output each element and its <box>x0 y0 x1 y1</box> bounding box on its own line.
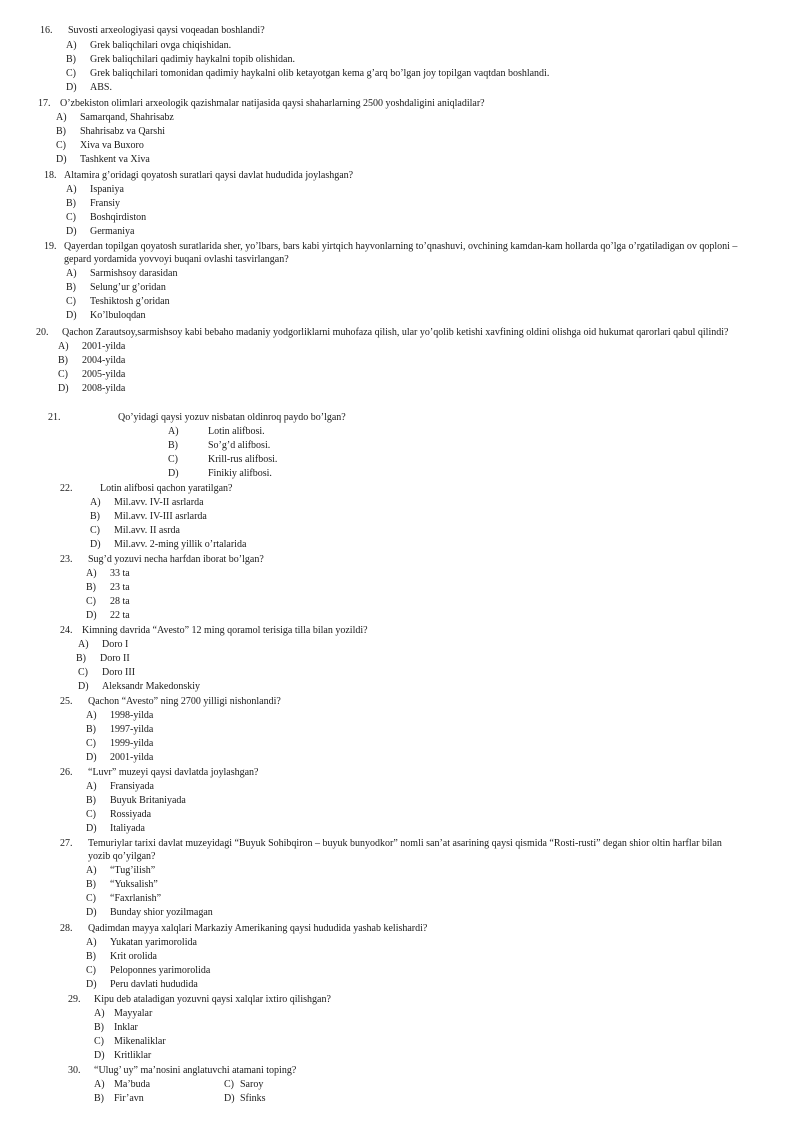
question-number: 25. <box>60 696 73 707</box>
option-text: Fransiy <box>90 198 120 209</box>
option-text: Teshiktosh g’oridan <box>90 296 170 307</box>
question-22 <box>60 482 760 552</box>
option-letter: C) <box>86 965 96 976</box>
option-text: Sfinks <box>240 1093 266 1104</box>
option-letter: D) <box>58 383 69 394</box>
option-text: 1997-yilda <box>110 724 154 735</box>
option-text: 2005-yilda <box>82 369 126 380</box>
option-letter: A) <box>66 40 77 51</box>
question-number: 28. <box>60 923 73 934</box>
option-letter: A) <box>86 865 97 876</box>
question-text: Qo’yidagi qaysi yozuv nisbatan oldinroq paydo bo’lgan? <box>118 412 346 423</box>
option-letter: C) <box>86 893 96 904</box>
question-number: 29. <box>68 994 81 1005</box>
option-letter: B) <box>168 440 178 451</box>
question-number: 17. <box>38 98 51 109</box>
question-text: Qachon Zarautsoy,sarmishsoy kabi bebaho madaniy yodgorliklarni muhofaza qilish, ular yo’qolib ketishi xavfining oldini olishga oid hukumat qarorlari qabul qilindi? <box>62 327 729 338</box>
option-text: Finikiy alifbosi. <box>208 468 272 479</box>
question-27 <box>60 837 728 920</box>
option-letter: C) <box>66 68 76 79</box>
option-text: 22 ta <box>110 610 130 621</box>
question-number: 22. <box>60 483 73 494</box>
question-29 <box>68 993 768 1063</box>
option-text: Fransiyada <box>110 781 154 792</box>
option-text: Boshqirdiston <box>90 212 147 223</box>
option-text: Xiva va Buxoro <box>80 140 144 151</box>
option-text: 2008-yilda <box>82 383 126 394</box>
option-letter: A) <box>86 781 97 792</box>
option-text: 1998-yilda <box>110 710 154 721</box>
option-text: Mil.avv. 2-ming yillik o’rtalarida <box>114 539 247 550</box>
option-letter: D) <box>78 681 89 692</box>
question-19 <box>44 240 740 323</box>
option-text: Shahrisabz va Qarshi <box>80 126 165 137</box>
option-letter: A) <box>58 341 69 352</box>
option-letter: B) <box>86 795 96 806</box>
question-text: Suvosti arxeologiyasi qaysi voqeadan boshlandi? <box>68 25 265 36</box>
option-text: Italiyada <box>110 823 145 834</box>
option-letter: A) <box>86 710 97 721</box>
question-text: Temuriylar tarixi davlat muzeyidagi “Buyuk Sohibqiron – buyuk bunyodkor” nomli san’at asarining qaysi qismida “Rosti-rusti” degan shior oltin harflar bilan yozib qo’yilgan? <box>88 838 722 862</box>
question-26 <box>60 766 760 836</box>
option-letter: D) <box>86 907 97 918</box>
option-letter: B) <box>66 54 76 65</box>
option-letter: B) <box>58 355 68 366</box>
option-text: Doro II <box>100 653 130 664</box>
option-letter: D) <box>90 539 101 550</box>
option-text: 23 ta <box>110 582 130 593</box>
option-text: Grek baliqchilari ovga chiqishidan. <box>90 40 232 51</box>
option-letter: D) <box>66 310 77 321</box>
option-letter: A) <box>94 1008 105 1019</box>
option-text: Tashkent va Xiva <box>80 154 150 165</box>
option-letter: B) <box>94 1093 104 1104</box>
question-text: “Luvr” muzeyi qaysi davlatda joylashgan? <box>88 767 259 778</box>
question-21 <box>48 411 748 481</box>
option-letter: A) <box>66 184 77 195</box>
option-text: 33 ta <box>110 568 130 579</box>
question-17 <box>38 97 778 167</box>
option-letter: C) <box>90 525 100 536</box>
option-letter: C) <box>86 596 96 607</box>
question-number: 21. <box>48 412 61 423</box>
option-text: Yukatan yarimorolida <box>110 937 197 948</box>
option-text: Krill-rus alifbosi. <box>208 454 278 465</box>
question-23 <box>60 553 760 623</box>
option-letter: B) <box>66 198 76 209</box>
question-number: 18. <box>44 170 57 181</box>
option-letter: A) <box>90 497 101 508</box>
question-24 <box>60 624 760 694</box>
option-letter: D) <box>56 154 67 165</box>
option-text: Kritliklar <box>114 1050 152 1061</box>
option-letter: C) <box>168 454 178 465</box>
question-30 <box>68 1064 768 1106</box>
option-text: Mil.avv. II asrda <box>114 525 180 536</box>
question-text: Qachon “Avesto” ning 2700 yilligi nishonlandi? <box>88 696 281 707</box>
question-number: 16. <box>40 25 53 36</box>
option-text: Lotin alifbosi. <box>208 426 265 437</box>
option-text: Grek baliqchilari tomonidan qadimiy haykalni olib ketayotgan kema g’arq bo’lgan joy topilgan vaqtdan boshlandi. <box>90 68 550 79</box>
question-number: 27. <box>60 838 73 849</box>
option-text: “Yuksalish” <box>110 879 158 890</box>
option-letter: A) <box>78 639 89 650</box>
question-number: 23. <box>60 554 73 565</box>
question-number: 19. <box>44 241 57 252</box>
question-20 <box>36 326 748 396</box>
option-letter: B) <box>86 582 96 593</box>
option-text: Peloponnes yarimorolida <box>110 965 211 976</box>
option-letter: D) <box>224 1093 235 1104</box>
question-number: 26. <box>60 767 73 778</box>
option-text: “Tug’ilish” <box>110 865 156 876</box>
option-text: 2004-yilda <box>82 355 126 366</box>
option-text: Fir’avn <box>114 1093 144 1104</box>
option-text: Mikenaliklar <box>114 1036 166 1047</box>
question-text: Lotin alifbosi qachon yaratilgan? <box>100 483 233 494</box>
option-text: Ko’lbuloqdan <box>90 310 146 321</box>
question-text: Qadimdan mayya xalqlari Markaziy Amerikaning qaysi hududida yashab kelishardi? <box>88 923 428 934</box>
question-25 <box>60 695 760 765</box>
option-text: Ispaniya <box>90 184 124 195</box>
option-letter: C) <box>58 369 68 380</box>
option-text: 28 ta <box>110 596 130 607</box>
option-text: Mil.avv. IV-II asrlarda <box>114 497 204 508</box>
option-letter: D) <box>66 226 77 237</box>
option-text: Doro I <box>102 639 129 650</box>
question-text: Kipu deb ataladigan yozuvni qaysi xalqlar ixtiro qilishgan? <box>94 994 331 1005</box>
option-letter: C) <box>86 809 96 820</box>
option-letter: D) <box>86 752 97 763</box>
option-text: Germaniya <box>90 226 135 237</box>
option-letter: D) <box>168 468 179 479</box>
option-letter: B) <box>56 126 66 137</box>
option-letter: D) <box>86 823 97 834</box>
option-letter: C) <box>56 140 66 151</box>
option-text: Doro III <box>102 667 136 678</box>
option-text: 2001-yilda <box>82 341 126 352</box>
question-28 <box>60 922 760 992</box>
option-text: Inklar <box>114 1022 138 1033</box>
option-text: Selung’ur g’oridan <box>90 282 166 293</box>
option-letter: B) <box>86 879 96 890</box>
option-text: Sarmishsoy darasidan <box>90 268 178 279</box>
option-text: Bunday shior yozilmagan <box>110 907 213 918</box>
option-text: Peru davlati hududida <box>110 979 198 990</box>
option-letter: C) <box>66 212 76 223</box>
question-text: Altamira g’oridagi qoyatosh suratlari qaysi davlat hududida joylashgan? <box>64 170 354 181</box>
option-letter: B) <box>76 653 86 664</box>
option-letter: A) <box>168 426 179 437</box>
option-text: So’g’d alifbosi. <box>208 440 271 451</box>
option-letter: C) <box>66 296 76 307</box>
question-text: “Ulug’ uy” ma’nosini anglatuvchi atamani toping? <box>94 1065 297 1076</box>
option-letter: A) <box>94 1079 105 1090</box>
option-text: 2001-yilda <box>110 752 154 763</box>
option-text: Mayyalar <box>114 1008 153 1019</box>
option-text: ABS. <box>90 82 112 93</box>
question-number: 30. <box>68 1065 81 1076</box>
option-letter: A) <box>66 268 77 279</box>
option-text: “Faxrlanish” <box>110 893 162 904</box>
option-text: Krit orolida <box>110 951 157 962</box>
option-text: Buyuk Britaniyada <box>110 795 186 806</box>
option-text: Grek baliqchilari qadimiy haykalni topib olishidan. <box>90 54 295 65</box>
option-letter: C) <box>78 667 88 678</box>
option-letter: A) <box>86 568 97 579</box>
option-letter: C) <box>94 1036 104 1047</box>
question-text: O’zbekiston olimlari arxeologik qazishmalar natijasida qaysi shaharlarning 2500 yoshdaligini aniqladilar? <box>60 98 485 109</box>
option-letter: A) <box>86 937 97 948</box>
question-text: Sug’d yozuvi necha harfdan iborat bo’lgan? <box>88 554 264 565</box>
option-letter: D) <box>86 610 97 621</box>
question-number: 24. <box>60 625 73 636</box>
option-text: Ma’buda <box>114 1079 151 1090</box>
option-letter: D) <box>94 1050 105 1061</box>
option-text: Aleksandr Makedonskiy <box>102 681 201 692</box>
question-number: 20. <box>36 327 49 338</box>
option-letter: A) <box>56 112 67 123</box>
option-text: Saroy <box>240 1079 264 1090</box>
option-letter: B) <box>94 1022 104 1033</box>
question-18 <box>44 169 784 239</box>
option-letter: D) <box>86 979 97 990</box>
option-letter: D) <box>66 82 77 93</box>
option-text: 1999-yilda <box>110 738 154 749</box>
option-letter: B) <box>86 724 96 735</box>
option-text: Samarqand, Shahrisabz <box>80 112 174 123</box>
option-letter: B) <box>66 282 76 293</box>
option-letter: C) <box>86 738 96 749</box>
option-letter: B) <box>90 511 100 522</box>
option-letter: B) <box>86 951 96 962</box>
question-16 <box>40 24 780 95</box>
question-text: Qayerdan topilgan qoyatosh suratlarida sher, yo’lbars, bars kabi yirtqich hayvonlarning to’qnashuvi, ovchining kamdan-kam hollarda qo’lga o’rgatiladigan ov qoploni – gepard yordamida yovvoyi buqani ovlashi tasvirlangan? <box>64 241 738 265</box>
question-text: Kimning davrida “Avesto” 12 ming qoramol terisiga tilla bilan yozildi? <box>82 625 368 636</box>
option-text: Rossiyada <box>110 809 152 820</box>
option-text: Mil.avv. IV-III asrlarda <box>114 511 207 522</box>
option-letter: C) <box>224 1079 234 1090</box>
